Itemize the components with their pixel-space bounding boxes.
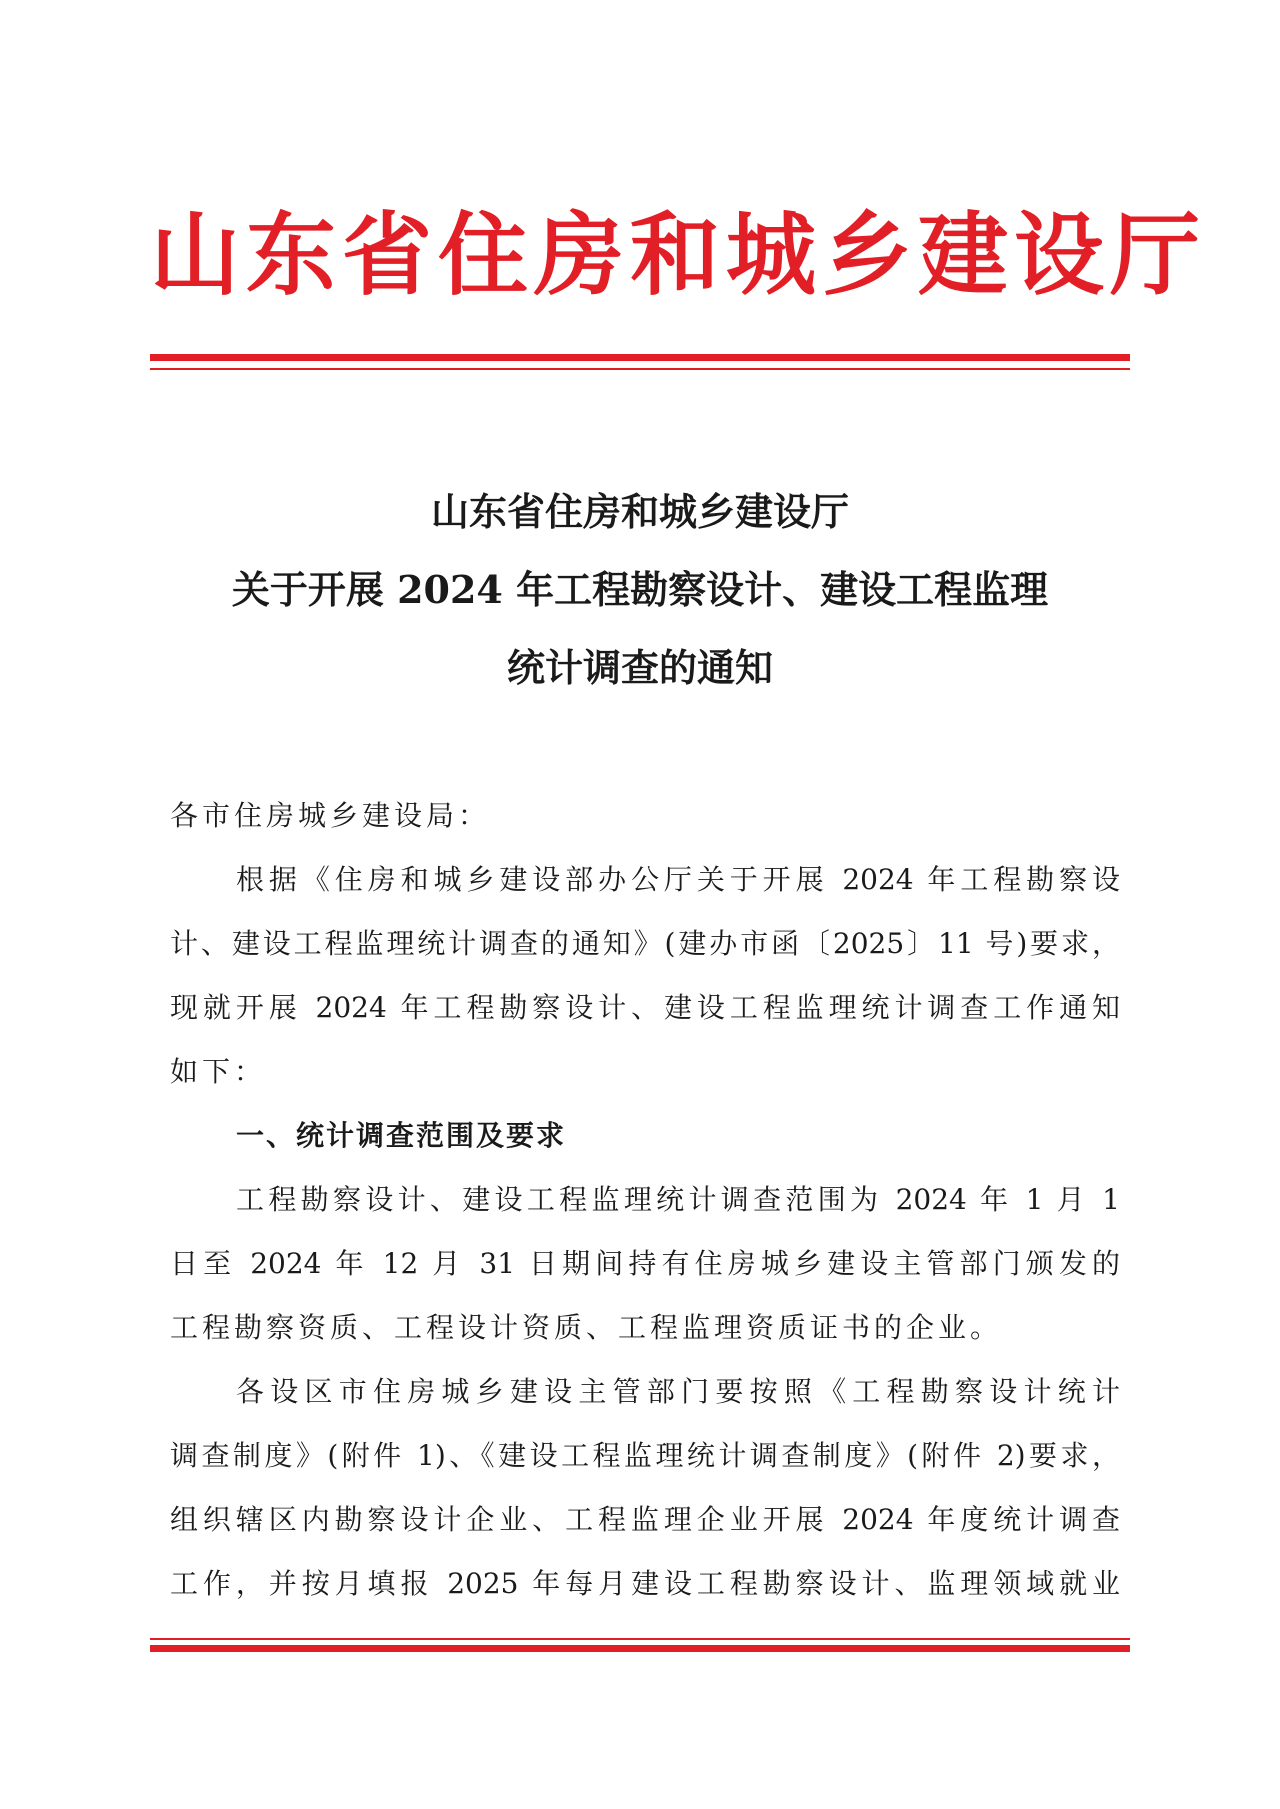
para3-line-2: 调查制度》(附件 1)、《建设工程监理统计调查制度》(附件 2)要求， [170,1439,1120,1472]
masthead-rule-thin [150,368,1130,370]
section-heading-1: 一、统计调查范围及要求 [236,1119,567,1152]
doc-title-line-2: 关于开展 2024 年工程勘察设计、建设工程监理 [231,567,1049,612]
footer-rule-thin [150,1638,1130,1640]
para1-line-1: 根据《住房和城乡建设部办公厅关于开展 2024 年工程勘察设 [236,863,1120,896]
para1-line-3: 现就开展 2024 年工程勘察设计、建设工程监理统计调查工作通知 [170,991,1120,1024]
para1-line-2: 计、建设工程监理统计调查的通知》(建办市函〔2025〕11 号)要求， [170,927,1120,960]
masthead-rule-thick [150,354,1130,361]
doc-title-line-1: 山东省住房和城乡建设厅 [430,489,849,534]
masthead-org-name: 山东省住房和城乡建设厅 [150,202,1206,308]
salutation: 各市住房城乡建设局： [170,799,491,832]
doc-title-line-3: 统计调查的通知 [506,645,773,690]
para1-line-4: 如下： [170,1055,267,1088]
para3-line-3: 组织辖区内勘察设计企业、工程监理企业开展 2024 年度统计调查 [170,1503,1120,1536]
footer-rule-thick [150,1645,1130,1652]
para2-line-2: 日至 2024 年 12 月 31 日期间持有住房城乡建设主管部门颁发的 [170,1247,1120,1280]
para2-line-1: 工程勘察设计、建设工程监理统计调查范围为 2024 年 1 月 1 [236,1183,1120,1216]
para3-line-1: 各设区市住房城乡建设主管部门要按照《工程勘察设计统计 [236,1375,1120,1408]
para2-line-3: 工程勘察资质、工程设计资质、工程监理资质证书的企业。 [170,1311,1003,1344]
para3-line-4: 工作，并按月填报 2025 年每月建设工程勘察设计、监理领域就业 [170,1567,1120,1600]
